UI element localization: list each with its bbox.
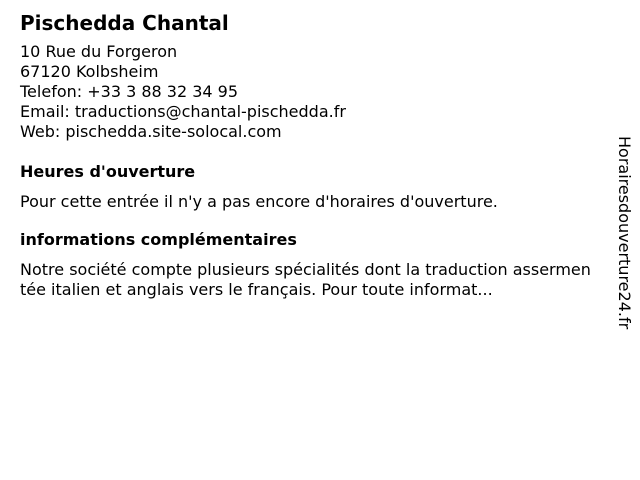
contact-block	[20, 42, 600, 142]
phone-line: Telefon: +33 3 88 32 34 95	[20, 82, 239, 101]
site-brand-label: Horairesdouverture24.fr	[615, 136, 634, 330]
website-line: Web: pischedda.site-solocal.com	[20, 122, 282, 141]
street-address: 10 Rue du Forgeron	[20, 42, 178, 61]
opening-hours-text: Pour cette entrée il n'y a pas encore d'horaires d'ouverture.	[20, 192, 498, 211]
opening-hours-heading: Heures d'ouverture	[20, 162, 196, 181]
additional-info-heading: informations complémentaires	[20, 230, 297, 249]
additional-info-text: Notre société compte plusieurs spécialités dont la traduction assermentée italien et anglais vers le français. Pour toute informat...	[20, 260, 591, 299]
business-card	[20, 10, 600, 300]
postal-city: 67120 Kolbsheim	[20, 62, 159, 81]
email-line: Email: traductions@chantal-pischedda.fr	[20, 102, 346, 121]
business-name: Pischedda Chantal	[20, 11, 229, 35]
